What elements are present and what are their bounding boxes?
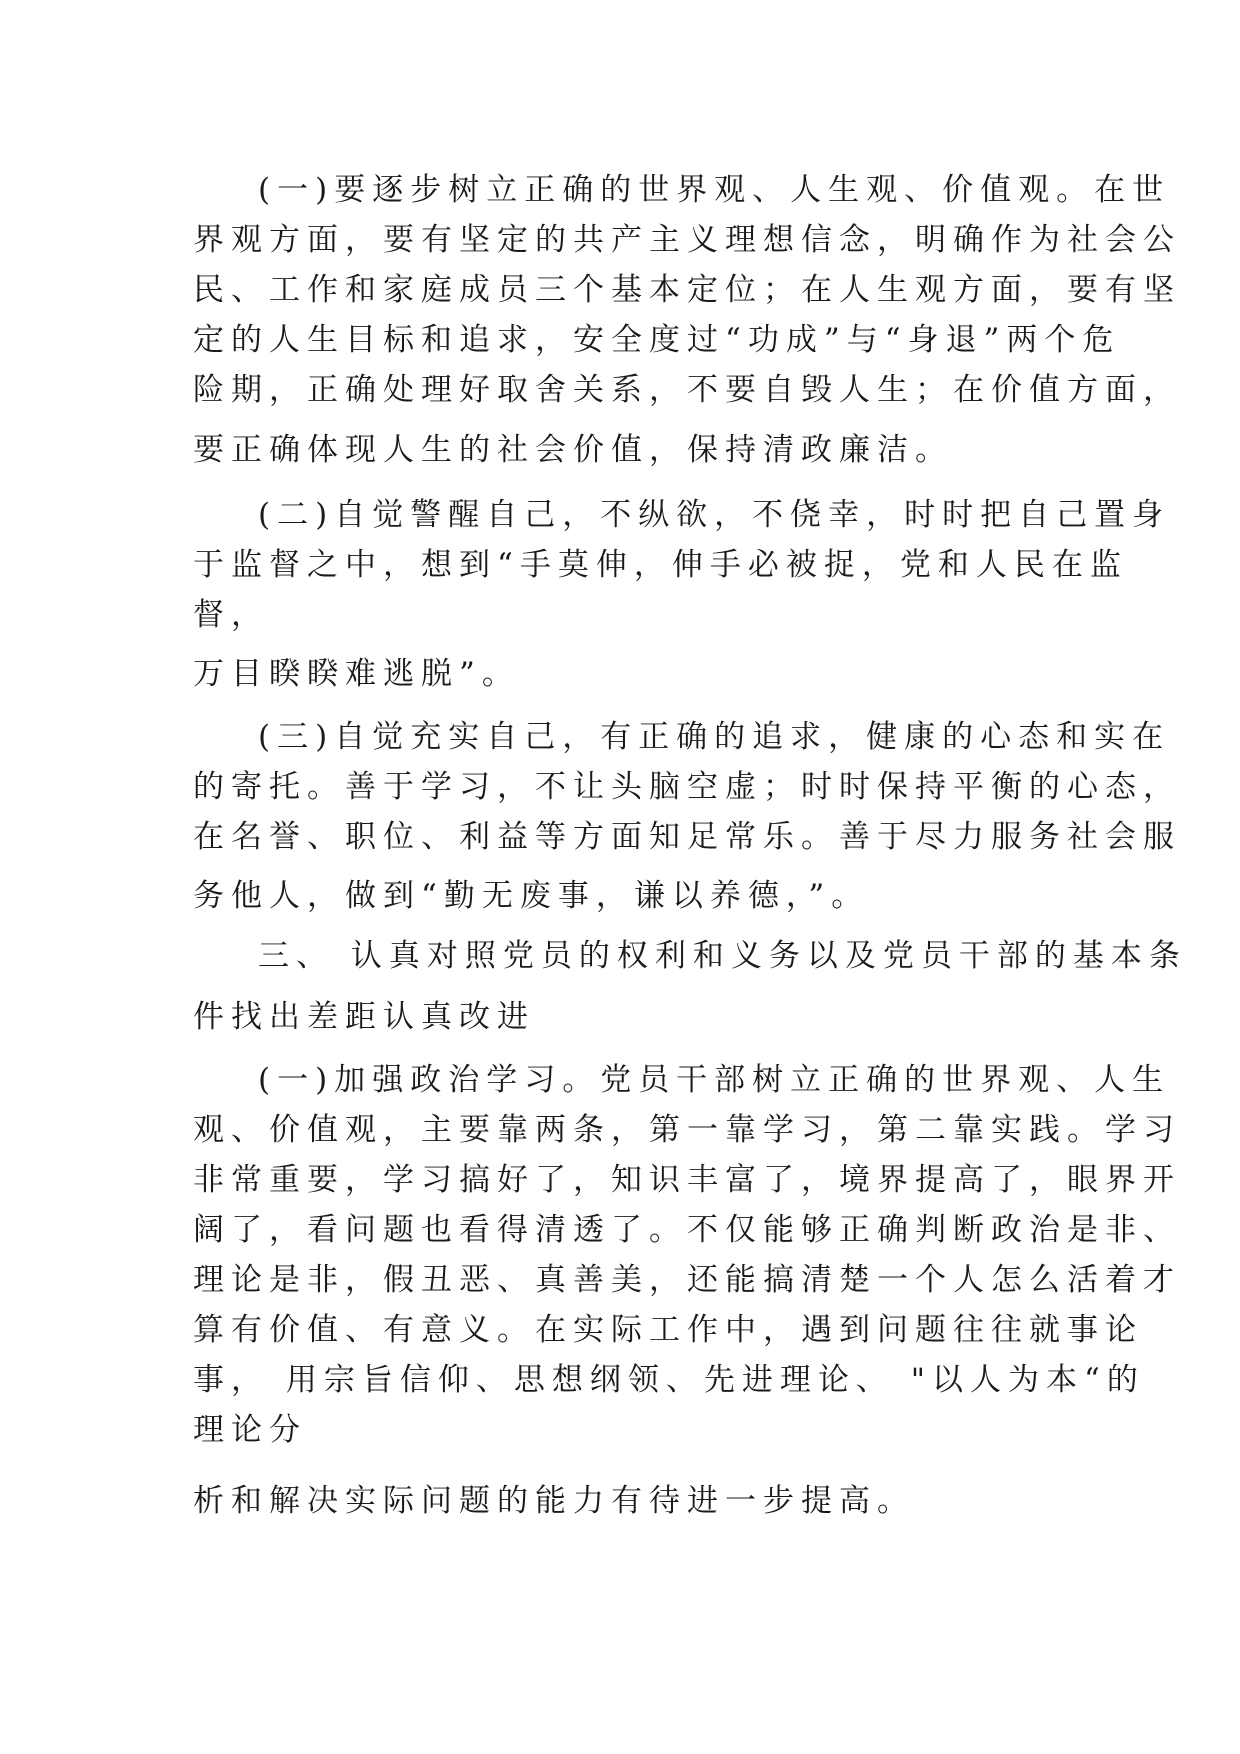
text-line: (二)自觉警醒自己，不纵欲，不侥幸，时时把自己置身	[258, 497, 1171, 533]
text-line: (一)要逐步树立正确的世界观、人生观、价值观。在世	[258, 172, 1171, 208]
text-line: 界观方面，要有坚定的共产主义理想信念，明确作为社会公	[193, 222, 1181, 258]
text-line: 观、价值观，主要靠两条，第一靠学习，第二靠实践。学习	[193, 1112, 1181, 1148]
text-line: 理论分	[193, 1412, 307, 1448]
text-line: 于监督之中，想到“手莫伸，伸手必被捉，党和人民在监	[193, 547, 1128, 583]
text-line: 算有价值、有意义。在实际工作中，遇到问题往往就事论	[193, 1312, 1143, 1348]
text-line: 要正确体现人生的社会价值，保持清政廉洁。	[193, 432, 953, 468]
text-line: 定的人生目标和追求，安全度过“功成”与“身退”两个危	[193, 322, 1121, 358]
text-line: 非常重要，学习搞好了，知识丰富了，境界提高了，眼界开	[193, 1162, 1181, 1198]
text-line: 务他人，做到“勤无废事，谦以养德，”。	[193, 878, 870, 914]
text-line: 督，	[193, 597, 269, 633]
section-heading-cont: 件找出差距认真改进	[193, 999, 535, 1035]
section-heading: 三、 认真对照党员的权利和义务以及党员干部的基本条	[258, 938, 1187, 974]
text-line: 险期，正确处理好取舍关系，不要自毁人生；在价值方面，	[193, 372, 1181, 408]
text-line: (一)加强政治学习。党员干部树立正确的世界观、人生	[258, 1062, 1171, 1098]
text-line: 阔了，看问题也看得清透了。不仅能够正确判断政治是非、	[193, 1212, 1181, 1248]
text-line: 万目睽睽难逃脱”。	[193, 656, 520, 692]
text-line: 析和解决实际问题的能力有待进一步提高。	[193, 1483, 915, 1519]
text-line: (三)自觉充实自己，有正确的追求，健康的心态和实在	[258, 719, 1171, 755]
text-line: 事， 用宗旨信仰、思想纲领、先进理论、 "以人为本“的	[193, 1362, 1145, 1398]
text-line: 的寄托。善于学习，不让头脑空虚；时时保持平衡的心态，	[193, 769, 1181, 805]
text-line: 民、工作和家庭成员三个基本定位；在人生观方面，要有坚	[193, 272, 1181, 308]
text-line: 在名誉、职位、利益等方面知足常乐。善于尽力服务社会服	[193, 819, 1181, 855]
text-line: 理论是非，假丑恶、真善美，还能搞清楚一个人怎么活着才	[193, 1262, 1181, 1298]
